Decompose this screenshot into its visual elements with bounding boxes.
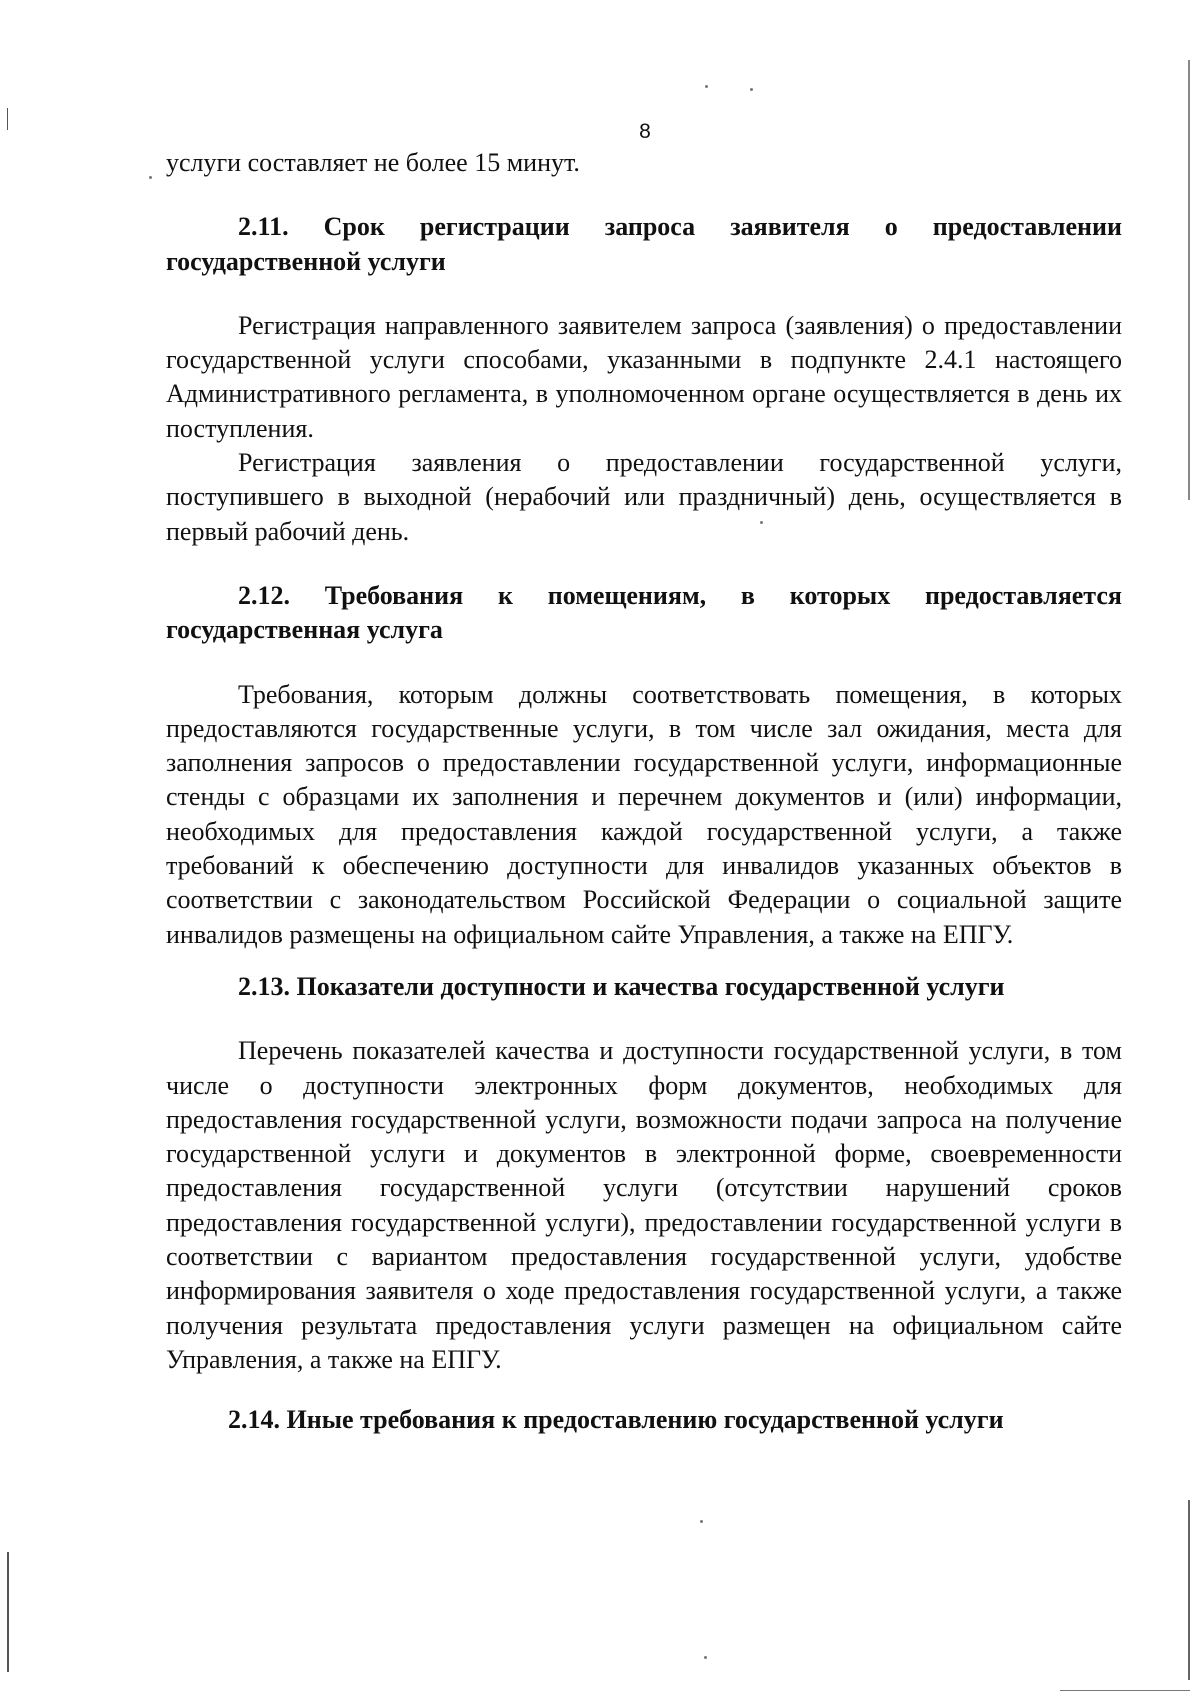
page-body xyxy=(166,146,1122,1438)
scan-speck xyxy=(760,521,763,524)
scan-speck xyxy=(149,176,152,179)
lead-line: услуги составляет не более 15 минут. xyxy=(166,148,580,177)
scan-edge-bottom xyxy=(1060,1690,1190,1691)
section-heading-2-11: 2.11. Срок регистрации запроса заявителя о предоставлении государственной услуги xyxy=(166,212,1122,276)
scan-edge-right xyxy=(1188,60,1190,500)
scan-edge-left-top xyxy=(7,108,8,130)
paragraph-2-11-2: Регистрация заявления о предоставлении государственной услуги, поступившего в выходной (нерабочий или праздничный) день, осуществляется в первый рабочий день. xyxy=(166,448,1122,546)
scan-edge-right-lower xyxy=(1188,1500,1190,1680)
scan-speck xyxy=(700,1520,703,1523)
section-heading-2-13: 2.13. Показатели доступности и качества государственной услуги xyxy=(238,971,1005,1001)
paragraph-2-12-1: Требования, которым должны соответствовать помещения, в которых предоставляются государственные услуги, в том числе зал ожидания, места для заполнения запросов о предоставлении государственной услуги, информационные стенды с образцами их заполнения и перечнем документов и (или) информации, необходимых для предоставления каждой государственной услуги, а также требований к обеспечению доступности для инвалидов указанных объектов в соответствии с законодательством Российской Федерации о социальной защите инвалидов размещены на официальном сайте Управления, а также на ЕПГУ. xyxy=(166,679,1122,949)
scan-speck xyxy=(704,1656,707,1659)
paragraph-2-13-1: Перечень показателей качества и доступности государственной услуги, в том числе о доступности электронных форм документов, необходимых для предоставления государственной услуги, возможности подачи запроса на получение государственной услуги и документов в электронной форме, своевременности предоставления государственной услуги (отсутствии нарушений сроков предоставления государственной услуги), предоставлении государственной услуги в соответствии с вариантом предоставления государственной услуги, удобстве информирования заявителя о ходе предоставления государственной услуги, а также получения результата предоставления услуги размещен на официальном сайте Управления, а также на ЕПГУ. xyxy=(166,1036,1122,1374)
paragraph-2-11-1: Регистрация направленного заявителем запроса (заявления) о предоставлении государственной услуги способами, указанными в подпункте 2.4.1 настоящего Административного регламента, в уполномоченном органе осуществляется в день их поступления. xyxy=(166,310,1122,443)
scan-edge-left xyxy=(7,1552,9,1672)
section-heading-2-12: 2.12. Требования к помещениям, в которых предоставляется государственная услуга xyxy=(166,580,1122,645)
section-heading-2-14: 2.14. Иные требования к предоставлению государственной услуги xyxy=(228,1405,1004,1435)
page-number: 8 xyxy=(639,120,651,143)
scan-speck xyxy=(750,88,753,91)
scan-speck xyxy=(705,85,708,88)
